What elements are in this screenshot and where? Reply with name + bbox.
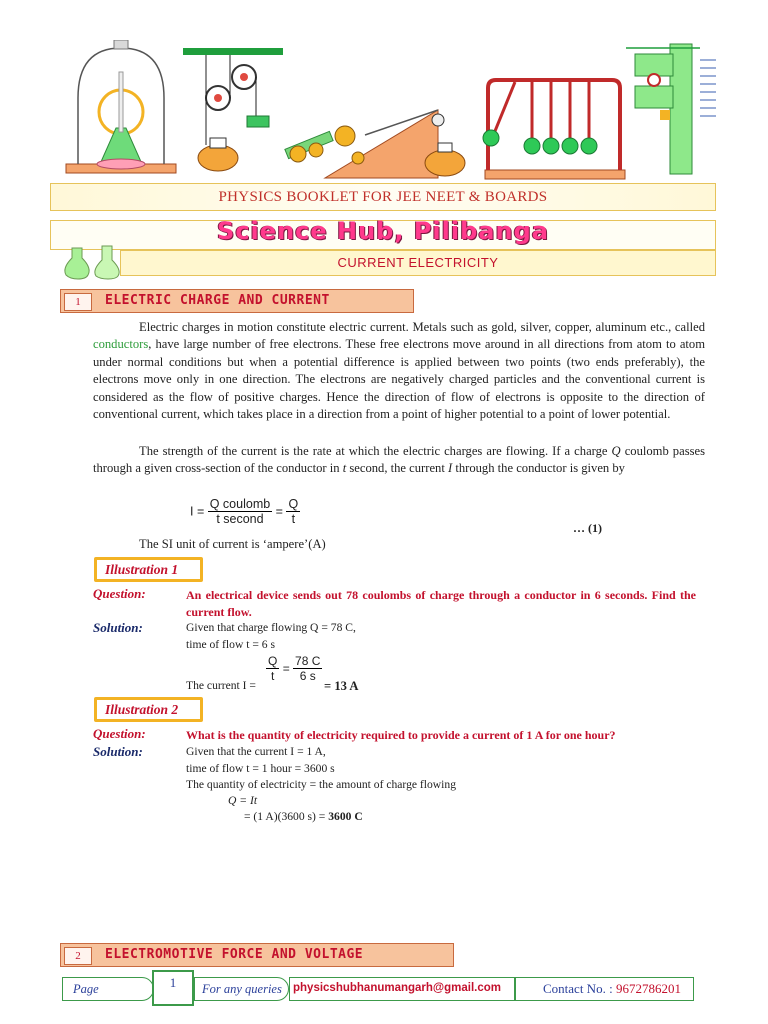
booklet-title-bar bbox=[50, 183, 716, 211]
si-unit-line: The SI unit of current is ‘ampere’(A) bbox=[139, 537, 326, 551]
p2-text-b: coulomb passes through a given cross-section of the conductor in bbox=[93, 444, 705, 476]
symbol-i: I bbox=[447, 461, 453, 476]
booklet-title: PHYSICS BOOKLET FOR JEE NEET & BOARDS bbox=[218, 189, 548, 205]
fraction-numerator: 78 C bbox=[295, 654, 321, 668]
fraction-q-t bbox=[286, 497, 300, 526]
fraction-denominator: 6 s bbox=[299, 669, 316, 683]
fraction-denominator: t second bbox=[216, 512, 264, 526]
paragraph-electric-charges bbox=[93, 319, 705, 423]
illustration-1-label: Illustration 1 bbox=[94, 557, 203, 582]
hub-name-bar bbox=[50, 217, 716, 250]
footer-email-box bbox=[289, 977, 515, 1001]
section-title: ELECTROMOTIVE FORCE AND VOLTAGE bbox=[105, 947, 364, 962]
section-number: 1 bbox=[64, 293, 92, 311]
conductors-highlight: conductors bbox=[93, 337, 149, 352]
footer-page-box bbox=[62, 977, 154, 1001]
vernier-caliper-illustration bbox=[626, 44, 716, 174]
formula-equals: = bbox=[282, 661, 290, 676]
solution-result: 3600 C bbox=[328, 810, 363, 823]
solution-label: Solution: bbox=[93, 744, 143, 759]
equation-number: … (1) bbox=[573, 521, 602, 535]
section-2-header bbox=[60, 943, 454, 967]
page-number: 1 bbox=[169, 975, 177, 990]
p2-text-c: second, the current bbox=[346, 461, 448, 476]
footer-contact-box bbox=[515, 977, 694, 1001]
p2-text-d: through the conductor is given by bbox=[452, 461, 625, 476]
illustration-1-fraction bbox=[266, 654, 322, 683]
fraction-denominator: t bbox=[291, 512, 296, 526]
symbol-q: Q bbox=[611, 444, 621, 458]
contact-line bbox=[543, 978, 681, 1000]
fraction-denominator: t bbox=[271, 669, 275, 683]
contact-number[interactable]: 9672786201 bbox=[615, 981, 681, 996]
contact-label: Contact No. : bbox=[543, 981, 616, 996]
illustration-1-result: = 13 A bbox=[324, 679, 359, 693]
current-formula bbox=[190, 497, 300, 526]
newtons-cradle-illustration bbox=[483, 80, 625, 179]
flask-icon bbox=[60, 244, 126, 280]
fraction-coulomb-second bbox=[208, 497, 272, 526]
inclined-plane-illustration bbox=[285, 110, 465, 178]
hub-name: Science Hub, Pilibanga bbox=[217, 217, 549, 245]
chapter-title-bar bbox=[120, 250, 716, 276]
fraction-78-6 bbox=[293, 654, 322, 683]
solution-line-1: Given that charge flowing Q = 78 C, bbox=[186, 621, 356, 634]
chapter-title: CURRENT ELECTRICITY bbox=[337, 255, 499, 270]
current-prefix: The current I = bbox=[186, 679, 256, 692]
paragraph-text-cont: , have large number of free electrons. These free electrons move around in all directions from atom to atom under normal conditions but when a potential difference is applied between two points (two ends preferably), the electrons move only in one direction. The electrons are negatively charged particles and the conventional current is considered as the flow of positive charges. Hence the direction of flow of electrons is opposite to the direction of conventional current, which takes place in a direction from a point of higher potential to a point of lower potential. bbox=[93, 337, 705, 422]
physics-apparatus-banner bbox=[60, 40, 720, 182]
paragraph-text: Electric charges in motion constitute electric current. Metals such as gold, silver, copper, aluminum etc., called bbox=[139, 320, 705, 334]
pulley-system-illustration bbox=[183, 48, 283, 171]
section-title: ELECTRIC CHARGE AND CURRENT bbox=[105, 293, 330, 308]
solution-line-2: time of flow t = 6 s bbox=[186, 638, 275, 651]
fraction-numerator: Q bbox=[268, 654, 278, 668]
formula-equals: = bbox=[275, 504, 283, 519]
fraction-numerator: Q coulomb bbox=[209, 497, 271, 511]
queries-label: For any queries bbox=[202, 982, 282, 996]
paragraph-current-strength bbox=[93, 443, 705, 478]
solution-line-1: Given that the current I = 1 A, bbox=[186, 745, 326, 758]
contact-email[interactable]: physicshubhanumangarh@gmail.com bbox=[293, 982, 502, 994]
illustration-2-label: Illustration 2 bbox=[94, 697, 203, 722]
solution-line-4: Q = It bbox=[228, 794, 258, 807]
footer-queries-box bbox=[194, 977, 289, 1001]
section-1-header bbox=[60, 289, 414, 313]
formula-lhs: I = bbox=[190, 504, 205, 519]
page-number-box bbox=[152, 970, 194, 1006]
fraction-q-t bbox=[266, 654, 279, 683]
page-label: Page bbox=[73, 982, 99, 996]
solution-line-5-text: = (1 A)(3600 s) = bbox=[244, 810, 329, 823]
solution-line-3: The quantity of electricity = the amount of charge flowing bbox=[186, 778, 456, 791]
section-number: 2 bbox=[64, 947, 92, 965]
solution-label: Solution: bbox=[93, 620, 143, 635]
bell-jar-illustration bbox=[66, 40, 176, 173]
symbol-t: t bbox=[342, 461, 347, 476]
fraction-numerator: Q bbox=[288, 497, 299, 511]
p2-text-a: The strength of the current is the rate at which the electric charges are flowing. If a charge bbox=[139, 444, 612, 458]
solution-line-5 bbox=[244, 809, 363, 826]
question-label: Question: bbox=[93, 726, 146, 741]
illustration-1-question: An electrical device sends out 78 coulombs of charge through a conductor in 6 seconds. Find the current flow. bbox=[186, 588, 696, 619]
solution-line-2: time of flow t = 1 hour = 3600 s bbox=[186, 762, 335, 775]
illustration-2-question: What is the quantity of electricity required to provide a current of 1 A for one hour? bbox=[186, 728, 616, 742]
question-label: Question: bbox=[93, 586, 146, 601]
